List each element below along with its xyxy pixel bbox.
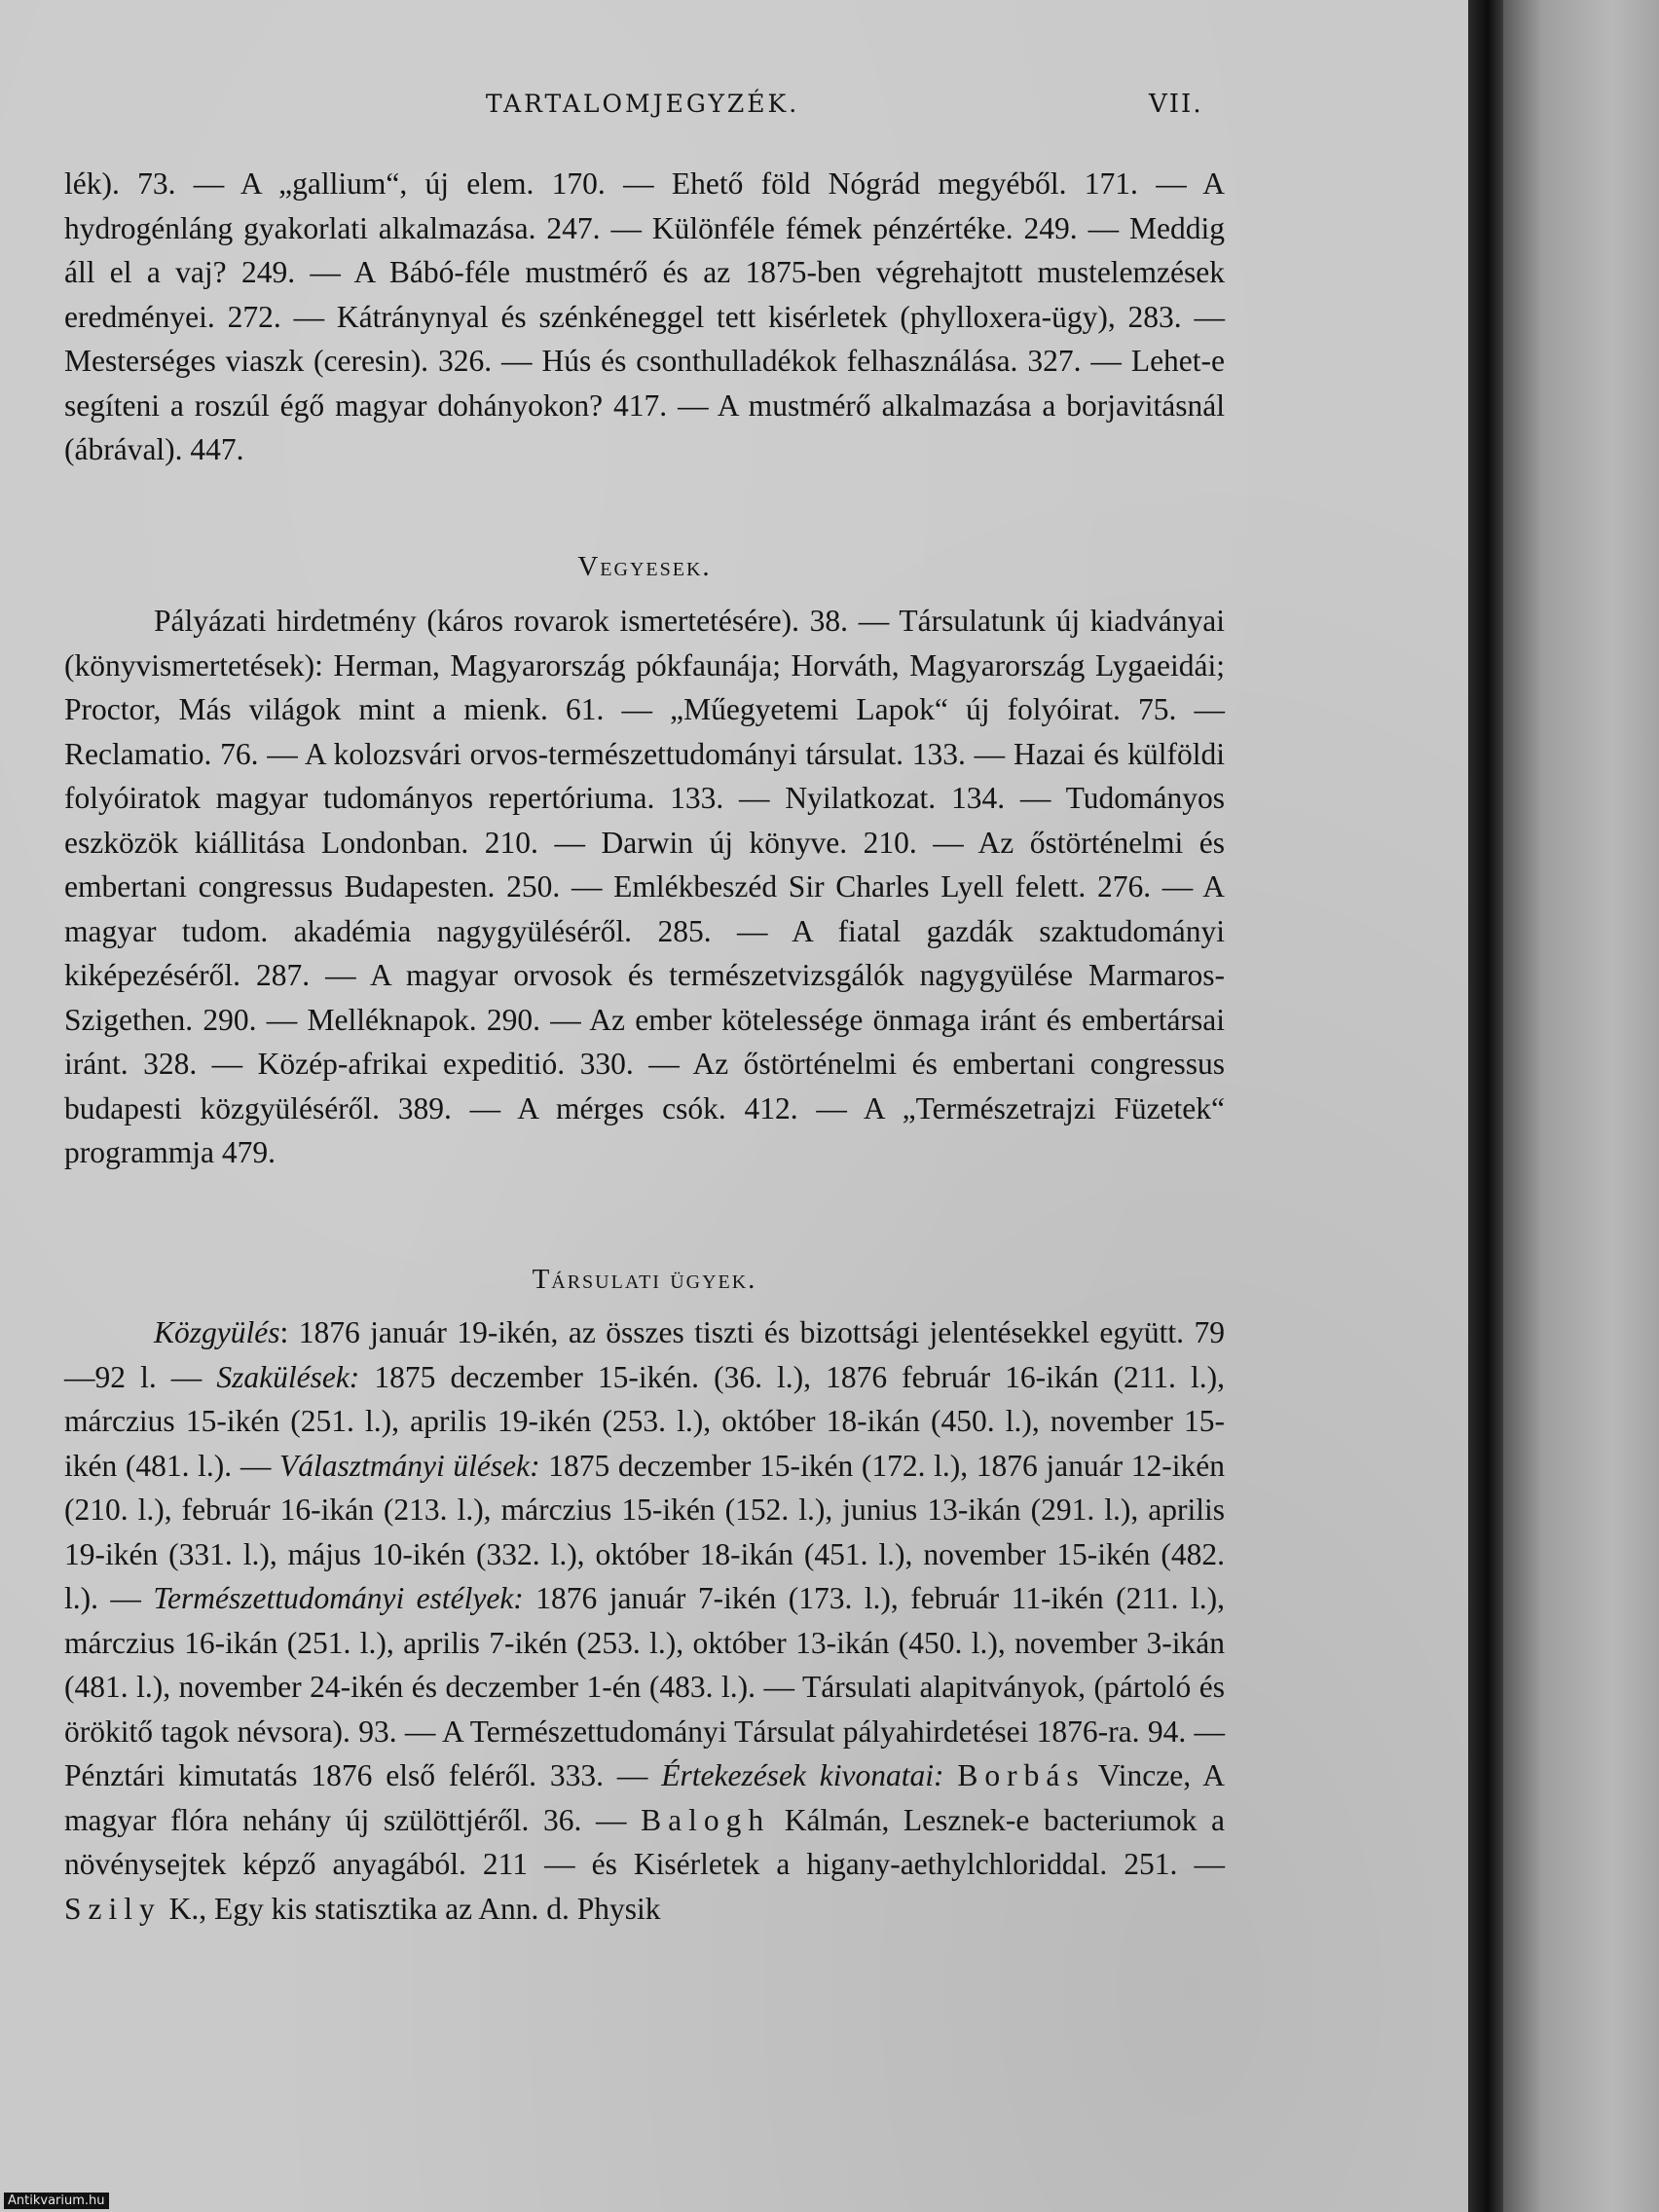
text-borbas-entry: Vincze, A magyar flóra nehány új szülöttjéről. 36. —	[64, 1758, 1225, 1837]
author-balogh: Balogh	[641, 1802, 771, 1837]
section-vegyesek	[64, 599, 1225, 1175]
book-cover-edge	[1503, 0, 1659, 2212]
label-kozgyules: Közgyülés	[154, 1315, 280, 1349]
section-heading-vegyesek: Vegyesek.	[577, 551, 712, 582]
paragraph-text: Pályázati hirdetmény (káros rovarok ismertetésére). 38. — Társulatunk új kiadványai (könyvismertetések): Herman, Magyarország pókfaunája; Horváth, Magyarország Lygaeidái; Proctor, Más világok mint a mienk. 61. — „Műegyetemi Lapok“ új folyóirat. 75. — Reclamatio. 76. — A kolozsvári orvos-természettudományi társulat. 133. — Hazai és külföldi folyóiratok magyar tudományos repertóriuma. 133. — Nyilatkozat. 134. — Tudományos eszközök kiállitása Londonban. 210. — Darwin új könyve. 210. — Az őstörténelmi és embertani congressus Budapesten. 250. — Emlékbeszéd Sir Charles Lyell felett. 276. — A magyar tudom. akadémia nagygyüléséről. 285. — A fiatal gazdák szaktudományi kiképezéséről. 287. — A magyar orvosok és természetvizsgálók nagygyülése Marmaros-Szigethen. 290. — Melléknapok. 290. — Az ember kötelessége önmaga iránt és embertársai iránt. 328. — Közép-afrikai expeditió. 330. — Az őstörténelmi és embertani congressus budapesti közgyüléséről. 389. — A mérges csók. 412. — A „Természetrajzi Füzetek“ programmja 479.	[64, 604, 1225, 1169]
watermark: Antikvarium.hu	[4, 2193, 109, 2209]
text-balogh-entry: Kálmán, Lesznek-e bacteriumok a növénysejtek képző anyagából. 211 — és Kisérletek a higany-aethylchloriddal. 251. —	[64, 1802, 1225, 1881]
section-tarsulati-ugyek	[64, 1310, 1225, 1931]
label-valasztmanyi-ulesek: Választmányi ülések:	[278, 1448, 540, 1483]
text-estelyek-and-more: 1876 január 7-ikén (173. l.), február 11-ikén (211. l.), márczius 16-ikán (251. l.), aprilis 7-ikén (253. l.), október 13-ikán (450. l.), november 3-ikán (481. l.), november 24-ikén és deczember 1-én (483. l.). — Társulati alapitványok, (pártoló és örökitő tagok névsora). 93. — A Természettudományi Társulat pályahirdetései 1876-ra. 94. — Pénztári kimutatás 1876 első feléről. 333. —	[64, 1581, 1225, 1792]
book-spine	[1468, 0, 1503, 2212]
paragraph-continued	[64, 162, 1225, 472]
text-valasztmanyi-ulesek: 1875 deczember 15-ikén (172. l.), 1876 január 12-ikén (210. l.), február 16-ikán (213. l.), márczius 15-ikén (152. l.), junius 13-ikán (291. l.), aprilis 19-ikén (331. l.), május 10-ikén (332. l.), október 18-ikán (451. l.), november 15-ikén (482. l.). —	[64, 1448, 1226, 1615]
text-kozgyules: : 1876 január 19-ikén, az összes tiszti és bizottsági jelentésekkel együtt. 79—92 l. —	[64, 1315, 1225, 1394]
label-szakulesek: Szakülések:	[216, 1359, 360, 1394]
text-szakulesek: 1875 deczember 15-ikén. (36. l.), 1876 február 16-ikán (211. l.), márczius 15-ikén (251. l.), aprilis 19-ikén (253. l.), október 18-ikán (450. l.), november 15-ikén (481. l.). —	[64, 1359, 1225, 1483]
label-ertekezesek-kivonatai: Értekezések kivonatai:	[661, 1758, 944, 1792]
author-szily: Szily	[64, 1891, 162, 1926]
page-number: VII.	[1149, 90, 1203, 119]
label-termeszettudomanyi-estelyek: Természettudományi estélyek:	[153, 1581, 524, 1615]
paragraph	[64, 1310, 1225, 1931]
author-borbas: Borbás	[957, 1758, 1086, 1792]
paragraph-text: lék). 73. — A „gallium“, új elem. 170. — Ehető föld Nógrád megyéből. 171. — A hydrogénláng gyakorlati alkalmazása. 247. — Különféle fémek pénzértéke. 249. — Meddig áll el a vaj? 249. — A Bábó-féle mustmérő és az 1875-ben végrehajtott mustelemzések eredményei. 272. — Kátránynyal és szénkéneggel tett kisérletek (phylloxera-ügy), 283. — Mesterséges viaszk (ceresin). 326. — Hús és csonthulladékok felhasználása. 327. — Lehet-e segíteni a roszúl égő magyar dohányokon? 417. — A mustmérő alkalmazása a borjavitásnál (ábrával). 447.	[64, 166, 1225, 466]
section-heading-tarsulati-ugyek: Társulati ügyek.	[532, 1264, 757, 1295]
text-szily-entry: K., Egy kis statisztika az Ann. d. Physik	[161, 1891, 661, 1926]
running-header-title: TARTALOMJEGYZÉK.	[485, 90, 800, 118]
